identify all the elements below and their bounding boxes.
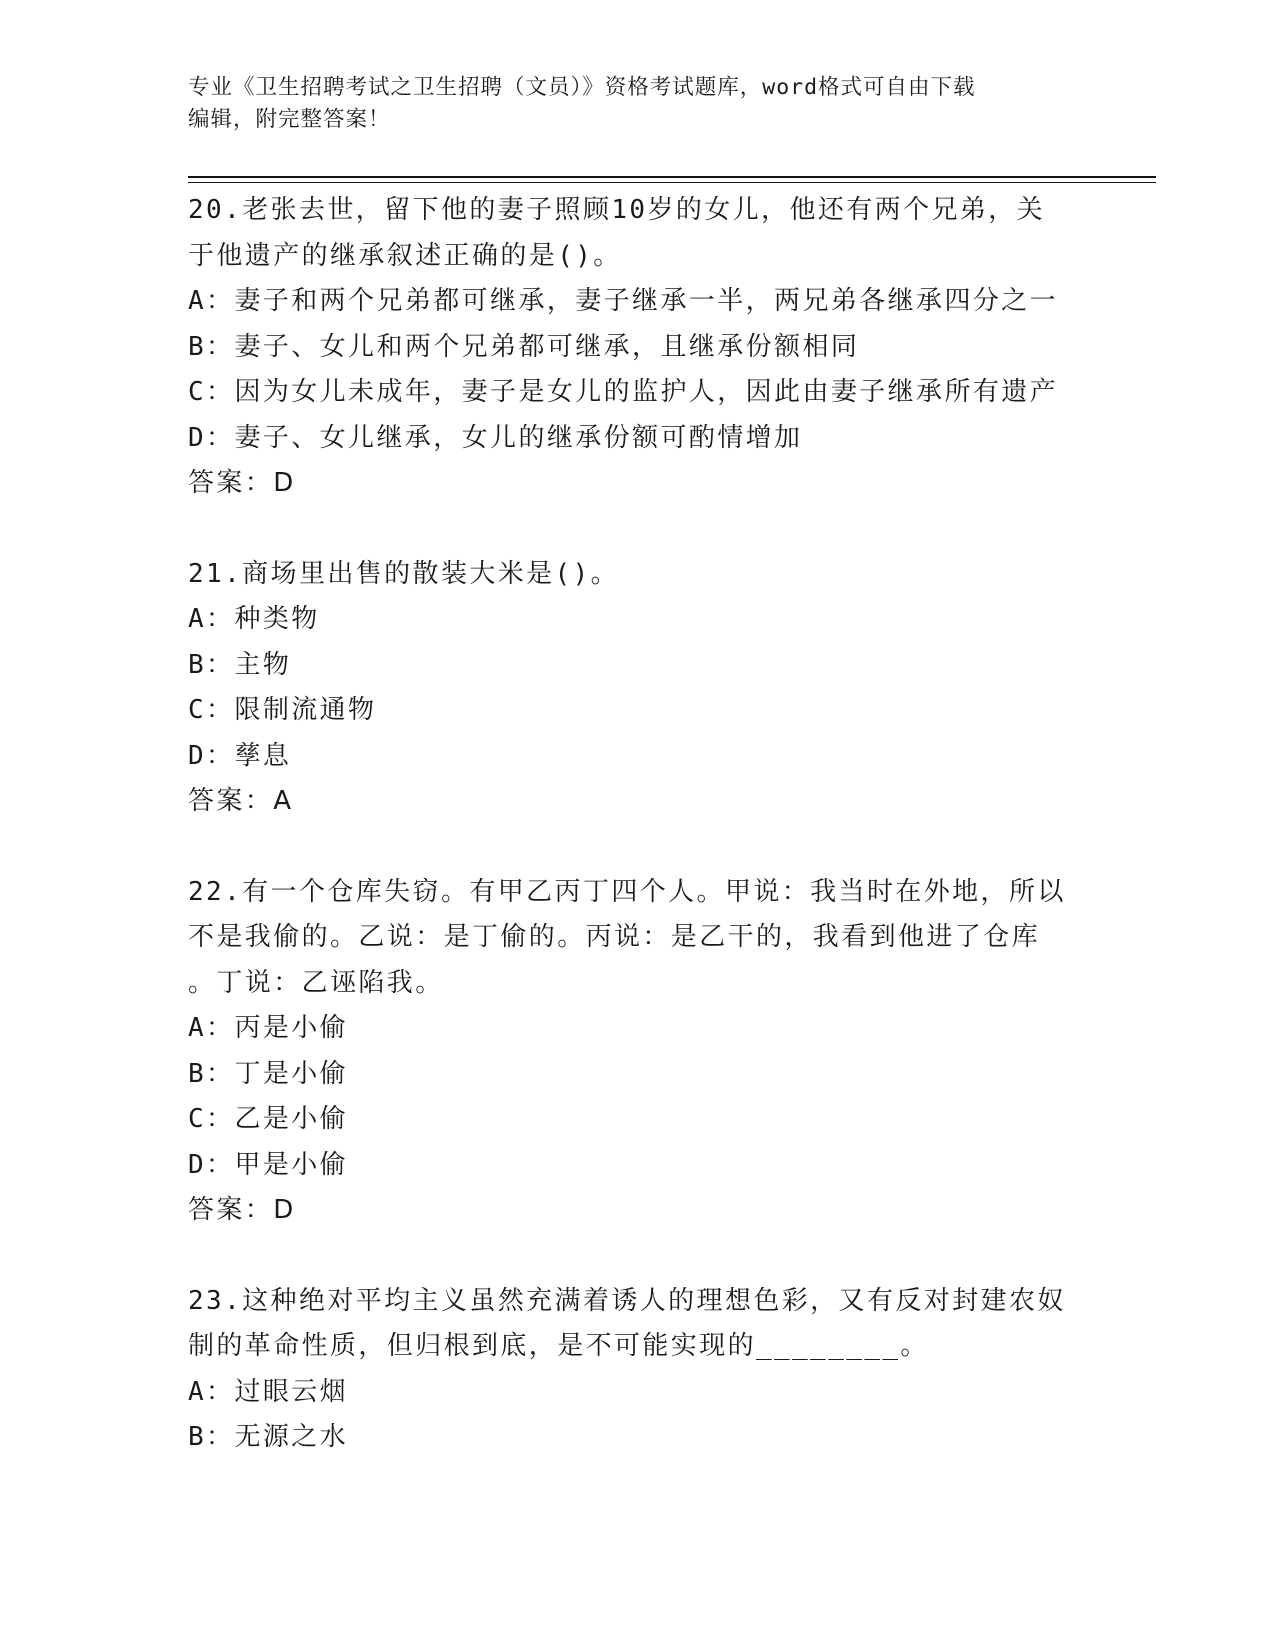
header-line-2: 编辑，附完整答案！ bbox=[188, 107, 391, 132]
question-22 bbox=[188, 870, 1088, 1234]
question-stem bbox=[188, 188, 1088, 279]
answer: 答案：D bbox=[188, 468, 296, 498]
stem-line: 20.老张去世，留下他的妻子照顾10岁的女儿，他还有两个兄弟，关 bbox=[188, 195, 1046, 225]
question-stem bbox=[188, 552, 1088, 598]
question-stem bbox=[188, 1279, 1088, 1370]
option-d: D：妻子、女儿继承，女儿的继承份额可酌情增加 bbox=[188, 422, 803, 453]
header-line-1: 专业《卫生招聘考试之卫生招聘（文员）》资格考试题库，word格式可自由下载 bbox=[188, 75, 976, 100]
stem-line: 。丁说：乙诬陷我。 bbox=[188, 967, 444, 998]
option-d: D：甲是小偷 bbox=[188, 1149, 349, 1180]
option-b: B：丁是小偷 bbox=[188, 1058, 349, 1089]
option-d: D：孳息 bbox=[188, 740, 292, 771]
question-23 bbox=[188, 1279, 1088, 1461]
option-a: A：妻子和两个兄弟都可继承，妻子继承一半，两兄弟各继承四分之一 bbox=[188, 286, 1059, 316]
option-b: B：妻子、女儿和两个兄弟都可继承，且继承份额相同 bbox=[188, 331, 860, 362]
option-a: A：丙是小偷 bbox=[188, 1013, 349, 1043]
answer: 答案：A bbox=[188, 786, 294, 816]
stem-line: 制的革命性质，但归根到底，是不可能实现的________。 bbox=[188, 1331, 929, 1361]
stem-line: 不是我偷的。乙说：是丁偷的。丙说：是乙干的，我看到他进了仓库 bbox=[188, 922, 1041, 952]
option-b: B：主物 bbox=[188, 649, 292, 680]
option-c: C：限制流通物 bbox=[188, 695, 377, 725]
option-b: B：无源之水 bbox=[188, 1422, 349, 1452]
option-a: A：过眼云烟 bbox=[188, 1376, 349, 1407]
question-stem bbox=[188, 870, 1088, 1007]
option-c: C：因为女儿未成年，妻子是女儿的监护人，因此由妻子继承所有遗产 bbox=[188, 377, 1059, 407]
header-divider-thick bbox=[188, 176, 1156, 178]
document-header bbox=[188, 72, 1078, 136]
answer: 答案：D bbox=[188, 1195, 296, 1225]
question-list bbox=[188, 188, 1088, 1461]
stem-line: 于他遗产的继承叙述正确的是()。 bbox=[188, 240, 622, 271]
header-divider-thin bbox=[188, 182, 1156, 183]
option-a: A：种类物 bbox=[188, 604, 320, 634]
question-20 bbox=[188, 188, 1088, 507]
stem-line: 23.这种绝对平均主义虽然充满着诱人的理想色彩，又有反对封建农奴 bbox=[188, 1285, 1066, 1316]
stem-line: 21.商场里出售的散装大米是()。 bbox=[188, 558, 620, 589]
question-21 bbox=[188, 552, 1088, 825]
stem-line: 22.有一个仓库失窃。有甲乙丙丁四个人。甲说：我当时在外地，所以 bbox=[188, 876, 1066, 907]
option-c: C：乙是小偷 bbox=[188, 1104, 349, 1134]
